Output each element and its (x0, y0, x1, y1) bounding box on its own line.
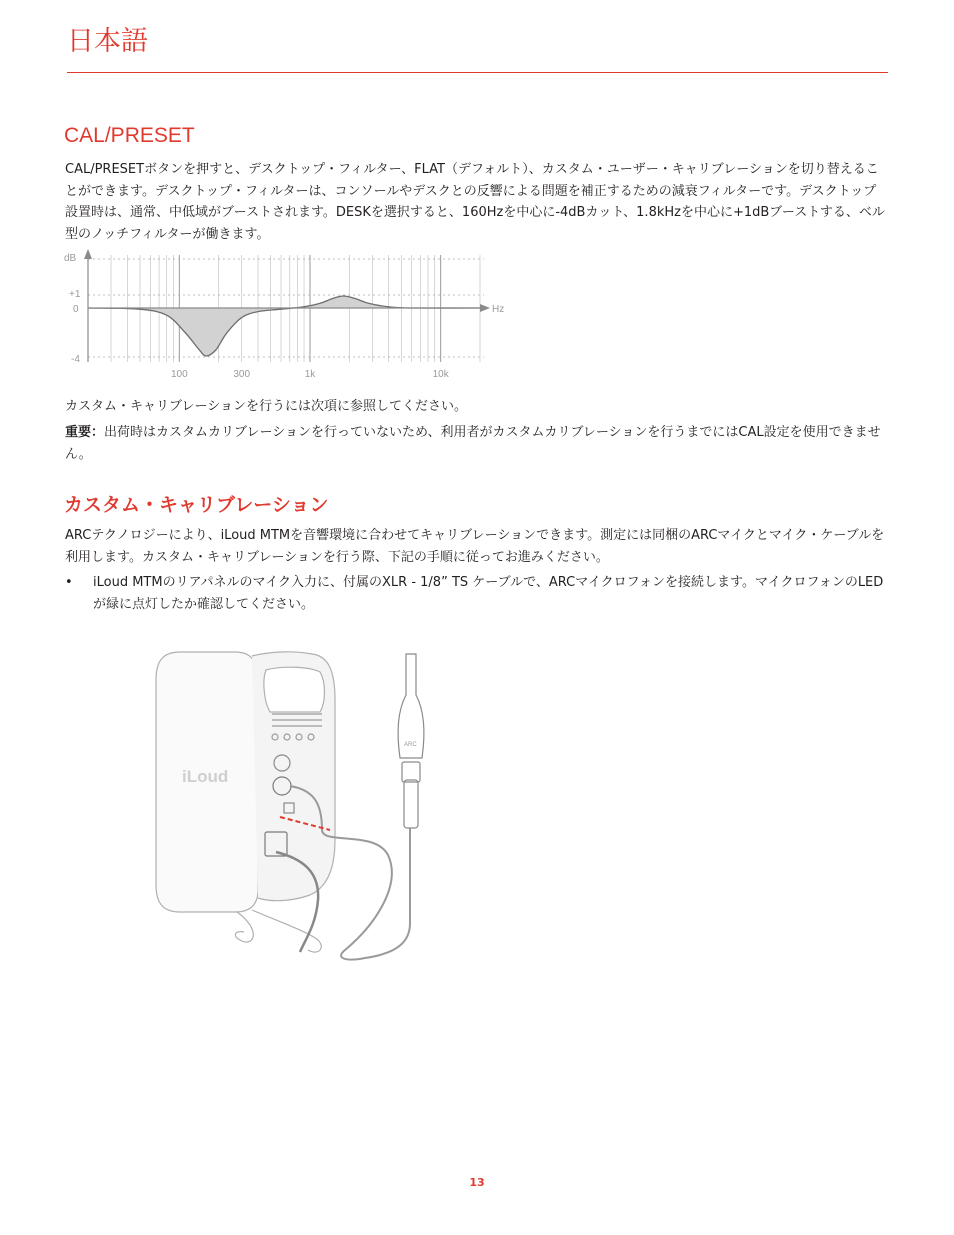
y-tick-label: +1 (69, 289, 81, 300)
y-tick-label: 0 (73, 304, 79, 315)
speaker-logo: iLoud (182, 767, 229, 786)
section-title-cal-preset: CAL/PRESET (64, 124, 195, 147)
x-axis-arrow-icon (480, 304, 490, 312)
eq-curve-fill (88, 296, 480, 356)
x-axis-label: Hz (492, 304, 505, 315)
custom-calibration-paragraph: ARCテクノロジーにより、iLoud MTMを音響環境に合わせてキャリブレーションできます。測定には同梱のARCマイクとマイク・ケーブルを利用します。カスタム・キャリブレーションを行う際、下記の手順に従ってお進みください。 (65, 528, 885, 565)
custom-calibration-reference: カスタム・キャリブレーションを行うには次項に参照してください。 (65, 399, 467, 414)
x-tick-label: 100 (170, 369, 188, 380)
bullet-icon: • (65, 575, 73, 590)
x-tick-label: 10k (432, 369, 449, 380)
important-note (65, 422, 887, 465)
mic-label: ARC (404, 742, 417, 748)
x-tick-label: 300 (233, 369, 251, 380)
section-title-custom-calibration: カスタム・キャリブレーション (64, 494, 329, 516)
title-rule (67, 72, 888, 73)
y-axis-arrow-icon (84, 249, 92, 259)
desk-filter-eq-chart (60, 245, 520, 385)
page-number: 13 (469, 1176, 485, 1189)
cal-preset-paragraph: CAL/PRESETボタンを押すと、デスクトップ・フィルター、FLAT（デフォルト）、カスタム・ユーザー・キャリブレーションを切り替えることができます。デスクトップ・フィルターは、コンソールやデスクとの反響による問題を補正するための減衰フィルターです。デスクトップ設置時は、通常、中低域がブーストされます。DESKを選択すると、160Hzを中心に-4dBカット、1.8kHzを中心に+1dBブーストする、ベル型のノッチフィルターが働きます。 (65, 162, 885, 242)
mic-connector-band (402, 762, 420, 782)
language-title: 日本語 (67, 26, 148, 57)
speaker-mic-connection-illustration (140, 640, 450, 975)
list-item-text: iLoud MTMのリアパネルのマイク入力に、付属のXLR - 1/8” TS ケーブルで、ARCマイクロフォンを接続します。マイクロフォンのLEDが緑に点灯したか確認してください。 (93, 575, 884, 612)
list-item (65, 572, 887, 615)
important-note-text: 出荷時はカスタムカリブレーションを行っていないため、利用者がカスタムカリブレーションを行うまでにはCAL設定を使用できません。 (65, 425, 881, 462)
xlr-connector (404, 780, 418, 828)
important-note-label: 重要： (65, 425, 105, 440)
speaker-handle-opening (264, 667, 325, 712)
eq-curve-line (88, 296, 480, 356)
y-axis-label: dB (64, 253, 77, 264)
y-tick-label: -4 (71, 354, 80, 365)
x-tick-label: 1k (304, 369, 316, 380)
